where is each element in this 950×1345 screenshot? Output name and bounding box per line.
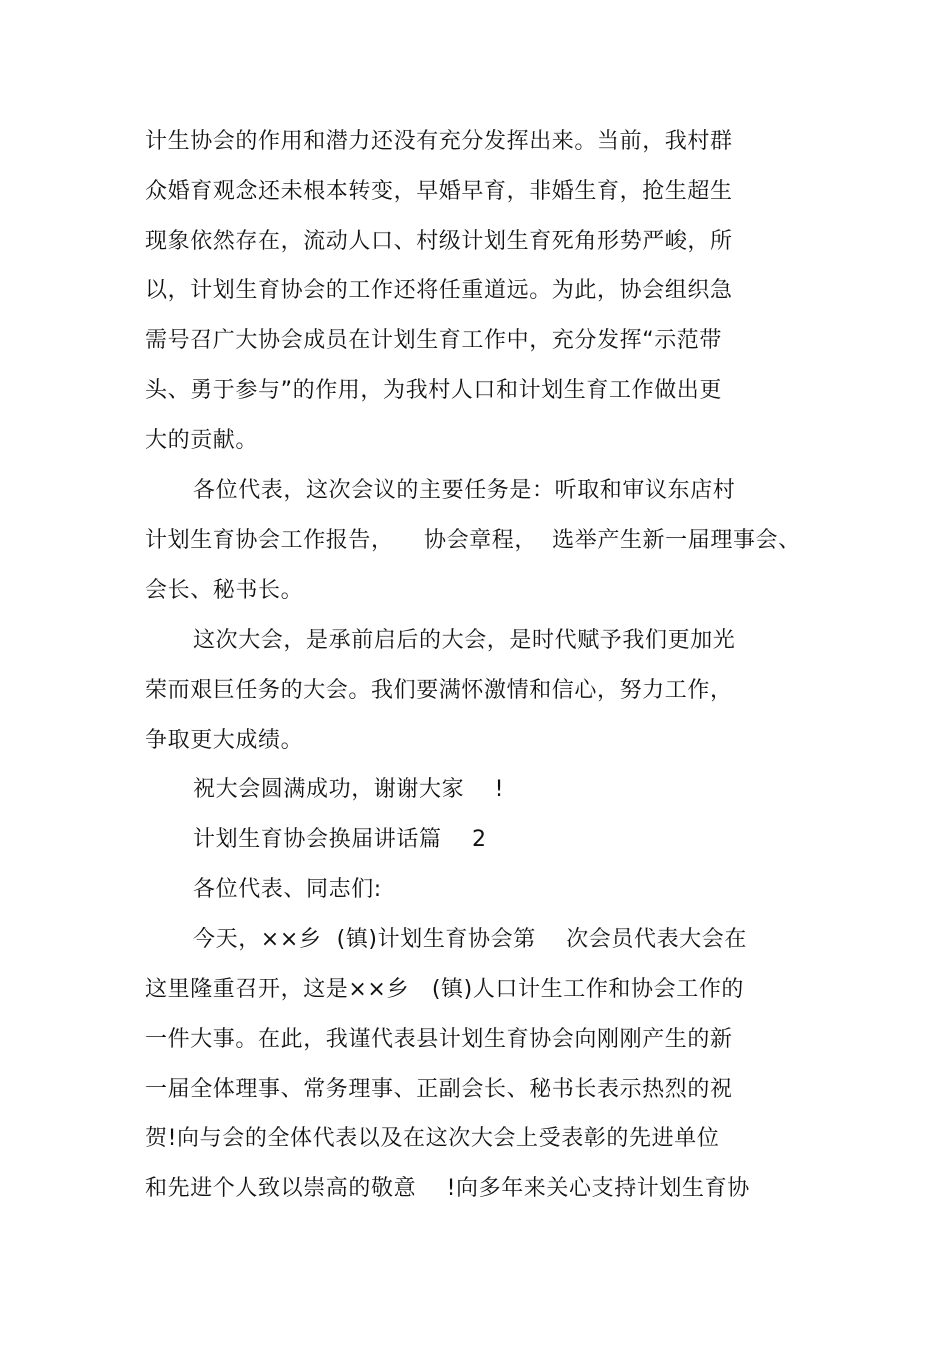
text-line: 荣而艰巨任务的大会。我们要满怀激情和信心，努力工作， <box>145 678 733 703</box>
text-line: 以，计划生育协会的工作还将任重道远。为此，协会组织急 <box>145 278 733 303</box>
paragraph-first-line: 各位代表，这次会议的主要任务是：听取和审议东店村 <box>193 478 736 503</box>
text-line: 计划生育协会工作报告， 协会章程， 选举产生新一届理事会、 <box>145 528 801 553</box>
text-line: 现象依然存在，流动人口、村级计划生育死角形势严峻，所 <box>145 229 733 254</box>
text-line: 一届全体理事、常务理事、正副会长、秘书长表示热烈的祝 <box>145 1077 733 1102</box>
text-line: 这里隆重召开，这是××乡 (镇)人口计生工作和协会工作的 <box>145 977 745 1002</box>
salutation: 各位代表、同志们: <box>193 877 382 902</box>
text-line: 大的贡献。 <box>145 428 259 453</box>
text-line: 一件大事。在此，我谨代表县计划生育协会向刚刚产生的新 <box>145 1027 733 1052</box>
text-line: 和先进个人致以崇高的敬意 !向多年来关心支持计划生育协 <box>145 1176 750 1201</box>
text-line: 会长、秘书长。 <box>145 578 304 603</box>
text-line: 计生协会的作用和潜力还没有充分发挥出来。当前，我村群 <box>145 129 733 154</box>
section-heading: 计划生育协会换届讲话篇 2 <box>193 827 487 852</box>
text-line: 众婚育观念还未根本转变，早婚早育，非婚生育，抢生超生 <box>145 179 733 204</box>
text-line: 需号召广大协会成员在计划生育工作中，充分发挥“示范带 <box>145 328 722 353</box>
paragraph-first-line: 今天，××乡 (镇)计划生育协会第 次会员代表大会在 <box>193 927 747 952</box>
text-line: 争取更大成绩。 <box>145 728 304 753</box>
paragraph-first-line: 这次大会，是承前启后的大会，是时代赋予我们更加光 <box>193 628 736 653</box>
text-line: 贺!向与会的全体代表以及在这次大会上受表彰的先进单位 <box>145 1126 720 1151</box>
closing-line: 祝大会圆满成功，谢谢大家 ! <box>193 777 504 802</box>
text-line: 头、勇于参与”的作用，为我村人口和计划生育工作做出更 <box>145 378 722 403</box>
